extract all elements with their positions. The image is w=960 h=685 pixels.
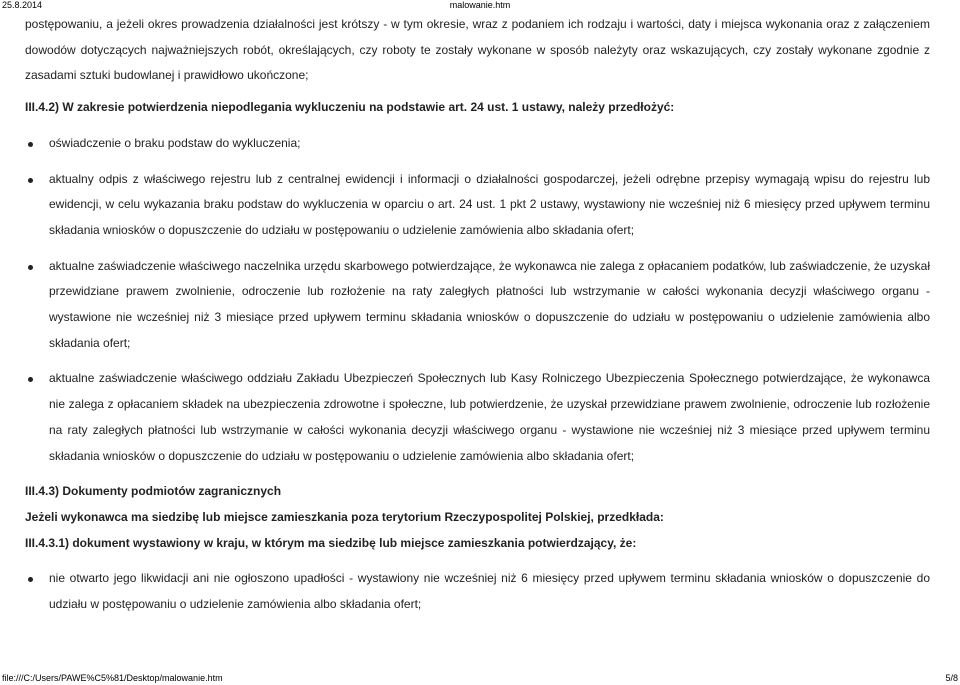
section-heading-4-3-1: III.4.3.1) dokument wystawiony w kraju, w którym ma siedzibę lub miejsce zamieszkania potwierdzający, że: (25, 535, 637, 550)
document-content (25, 12, 930, 618)
list-item: aktualny odpis z właściwego rejestru lub z centralnej ewidencji i informacji o działalności gospodarczej, jeżeli odrębne przepisy wymagają wpisu do rejestru lub ewidencji, w celu wykazania braku podstaw do wykluczenia w oparciu o art. 24 ust. 1 pkt 2 ustawy, wystawiony nie wcześniej niż 6 miesięcy przed upływem terminu składania wniosków o dopuszczenie do udziału w postępowaniu o udzielenie zamówienia albo składania ofert; (49, 167, 930, 244)
print-title: malowanie.htm (449, 0, 511, 10)
list-item: oświadczenie o braku podstaw do wykluczenia; (49, 131, 930, 157)
page-number: 5/8 (945, 673, 958, 683)
print-header (0, 0, 960, 12)
print-footer (0, 673, 960, 685)
intro-paragraph: postępowaniu, a jeżeli okres prowadzenia działalności jest krótszy - w tym okresie, wraz z podaniem ich rodzaju i wartości, daty i miejsca wykonania oraz z załączeniem dowodów dotyczących najważniejszych robót, określających, czy roboty te zostały wykonane w sposób należyty oraz wskazujących, czy zostały wykonane zgodnie z zasadami sztuki budowlanej i prawidłowo ukończone; (25, 17, 930, 83)
section-subheading-4-3: Jeżeli wykonawca ma siedzibę lub miejsce zamieszkania poza terytorium Rzeczypospolitej Polskiej, przedkłada: (25, 509, 664, 524)
list-item: aktualne zaświadczenie właściwego naczelnika urzędu skarbowego potwierdzające, że wykonawca nie zalega z opłacaniem podatków, lub zaświadczenie, że uzyskał przewidziane prawem zwolnienie, odroczenie lub rozłożenie na raty zaległych płatności lub wstrzymanie w całości wykonania decyzji właściwego organu - wystawione nie wcześniej niż 3 miesiące przed upływem terminu składania wniosków o dopuszczenie do udziału w postępowaniu o udzielenie zamówienia albo składania ofert; (49, 254, 930, 357)
list-item: aktualne zaświadczenie właściwego oddziału Zakładu Ubezpieczeń Społecznych lub Kasy Rolniczego Ubezpieczenia Społecznego potwierdzające, że wykonawca nie zalega z opłacaniem składek na ubezpieczenia zdrowotne i społeczne, lub potwierdzenie, że uzyskał przewidziane prawem zwolnienie, odroczenie lub rozłożenie na raty zaległych płatności lub wstrzymanie w całości wykonania decyzji właściwego organu - wystawione nie wcześniej niż 3 miesiące przed upływem terminu składania wniosków o dopuszczenie do udziału w postępowaniu o udzielenie zamówienia albo składania ofert; (49, 366, 930, 469)
section-4-2-list (25, 131, 930, 469)
list-item: nie otwarto jego likwidacji ani nie ogłoszono upadłości - wystawiony nie wcześniej niż 6 miesięcy przed upływem terminu składania wniosków o dopuszczenie do udziału w postępowaniu o udzielenie zamówienia albo składania ofert; (49, 566, 930, 617)
section-heading-4-2: III.4.2) W zakresie potwierdzenia niepodlegania wykluczeniu na podstawie art. 24 ust. 1 ustawy, należy przedłożyć: (25, 100, 675, 115)
print-date: 25.8.2014 (2, 0, 43, 10)
section-heading-4-3: III.4.3) Dokumenty podmiotów zagranicznych (25, 484, 282, 499)
section-4-3-1-list (25, 566, 930, 617)
file-path-link[interactable]: file:///C:/Users/PAWE%C5%81/Desktop/malowanie.htm (2, 673, 223, 683)
